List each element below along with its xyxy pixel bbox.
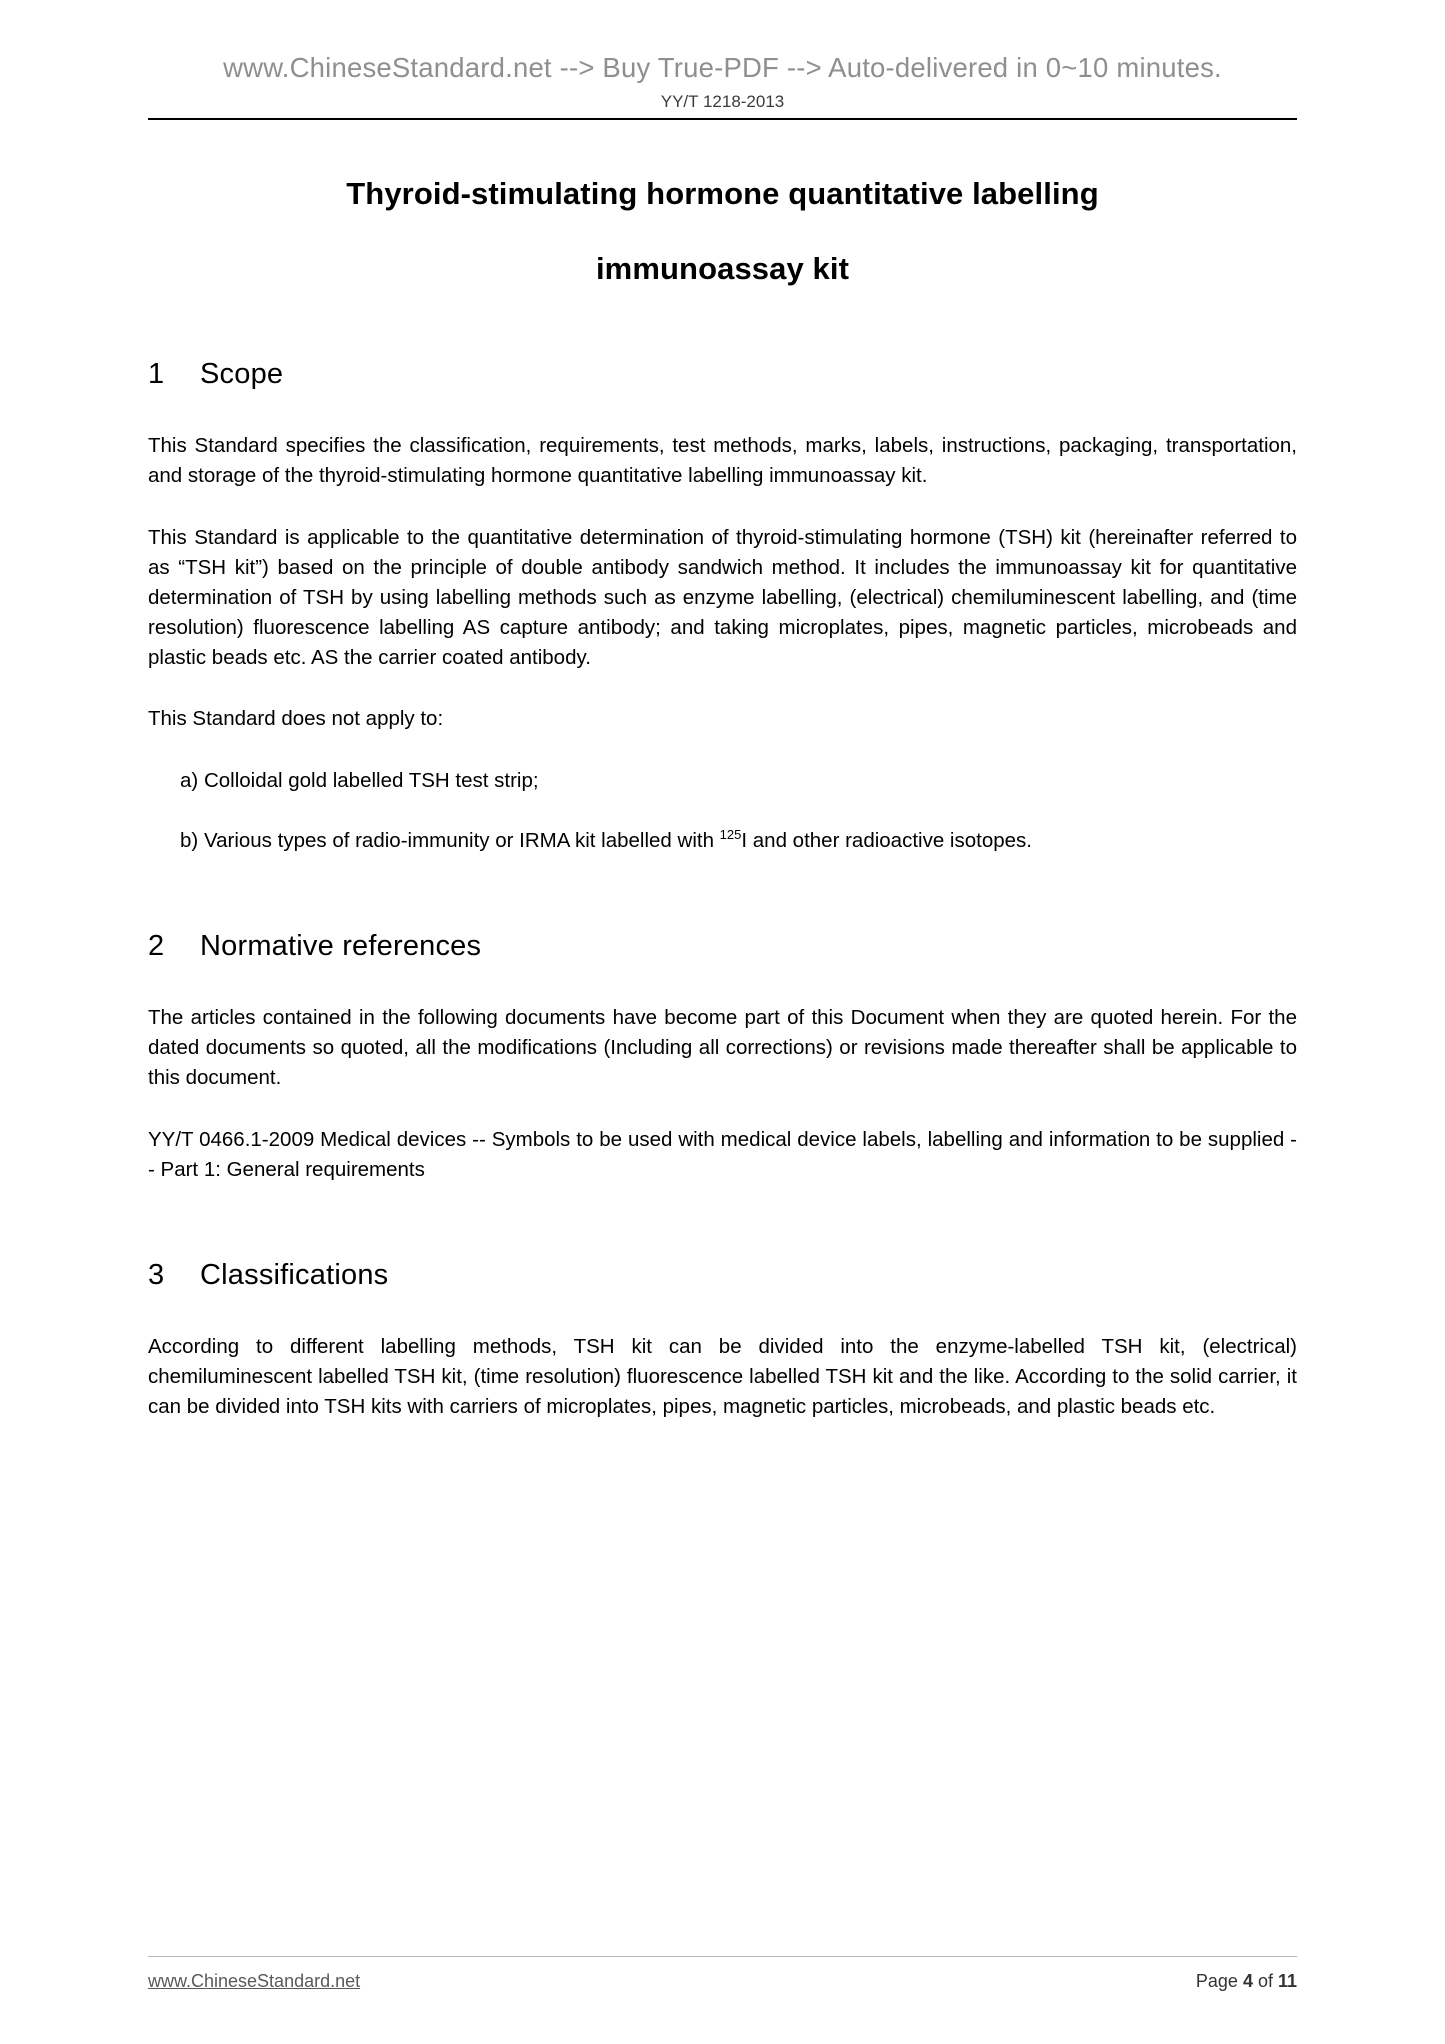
list-item-text: Various types of radio-immunity or IRMA kit labelled with [203, 829, 720, 853]
footer-divider [148, 1956, 1297, 1957]
paragraph: This Standard does not apply to: [148, 707, 444, 731]
standard-code: YY/T 1218-2013 [660, 92, 785, 111]
superscript-isotope: 125 [719, 827, 742, 843]
page-title [148, 178, 1297, 284]
list-item [148, 766, 1297, 796]
page-total: 11 [1277, 1971, 1297, 1991]
section-number-2: 2 [148, 930, 165, 963]
footer-site-link[interactable]: www.ChineseStandard.net [148, 1971, 361, 1991]
section-number-3: 3 [148, 1258, 165, 1291]
section-title-1: Scope [200, 358, 284, 390]
section-heading-scope [148, 358, 1297, 391]
section-number-1: 1 [148, 358, 165, 390]
section-heading-classifications [148, 1259, 1297, 1292]
header-divider [148, 118, 1297, 120]
page-title-line2: immunoassay kit [595, 251, 850, 286]
paragraph: The articles contained in the following documents have become part of this Document when they are quoted herein. For the dated documents so quoted, all the modifications (Including all corrections) or revisions made thereafter shall be applicable to this document. [148, 1006, 1297, 1090]
list-item-label: a) [180, 769, 199, 793]
list-item-text: Colloidal gold labelled TSH test strip; [203, 769, 539, 793]
page-middle: of [1252, 1971, 1278, 1991]
section-title-3: Classifications [200, 1258, 389, 1291]
section-heading-normative-references [148, 930, 1297, 963]
paragraph: This Standard specifies the classification, requirements, test methods, marks, labels, instructions, packaging, transportation, and storage of the thyroid-stimulating hormone quantitative labelling immunoassay kit. [148, 434, 1297, 487]
list-item-label: b) [180, 829, 199, 853]
list-item-text-cont: I and other radioactive isotopes. [741, 829, 1032, 853]
watermark-text: www.ChineseStandard.net --> Buy True-PDF --> Auto-delivered in 0~10 minutes. [223, 52, 1222, 83]
list-item [148, 826, 1297, 856]
page-number: 4 [1242, 1971, 1253, 1991]
page-prefix: Page [1195, 1971, 1243, 1991]
section-title-2: Normative references [200, 930, 482, 963]
paragraph: This Standard is applicable to the quantitative determination of thyroid-stimulating hormone (TSH) kit (hereinafter referred to as “TSH kit”) based on the principle of double antibody sandwich method. It includes the immunoassay kit for quantitative determination of TSH by using labelling methods such as enzyme labelling, (electrical) chemiluminescent labelling, and (time resolution) fluorescence labelling AS capture antibody; and taking microplates, pipes, magnetic particles, microbeads and plastic beads etc. AS the carrier coated antibody. [148, 525, 1297, 669]
page-footer [148, 1956, 1297, 1992]
paragraph: According to different labelling methods, TSH kit can be divided into the enzyme-labelled TSH kit, (electrical) chemiluminescent labelled TSH kit, (time resolution) fluorescence labelled TSH kit and the like. According to the solid carrier, it can be divided into TSH kits with carriers of microplates, pipes, magnetic particles, microbeads, and plastic beads etc. [148, 1334, 1297, 1418]
paragraph-reference: YY/T 0466.1-2009 Medical devices -- Symbols to be used with medical device labels, labelling and information to be supplied -- Part 1: General requirements [148, 1127, 1297, 1181]
page-title-line1: Thyroid-stimulating hormone quantitative labelling [346, 176, 1099, 211]
page-indicator [1196, 1971, 1297, 1992]
